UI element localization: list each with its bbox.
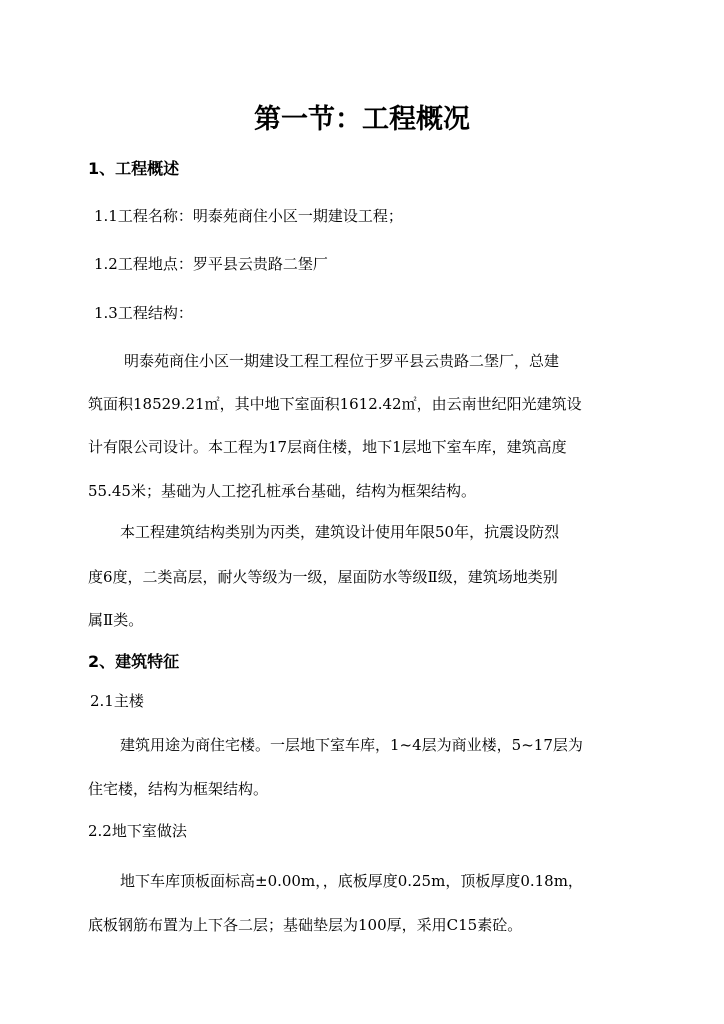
paragraph-line: 度6度，二类高层，耐火等级为一级，屋面防水等级Ⅱ级，建筑场地类别 (88, 568, 558, 586)
item-project-location: 1.2工程地点：罗平县云贵路二堡厂 (94, 255, 328, 273)
section-heading-features: 2、建筑特征 (88, 652, 180, 671)
paragraph-line: 明泰苑商住小区一期建设工程工程位于罗平县云贵路二堡厂，总建 (124, 352, 560, 370)
section-heading-overview: 1、工程概述 (88, 159, 180, 178)
paragraph-basement (88, 870, 638, 940)
paragraph-line: 建筑用途为商住宅楼。一层地下室车库，1~4层为商业楼，5~17层为 (120, 736, 583, 754)
item-project-structure: 1.3工程结构： (94, 304, 193, 322)
paragraph-line: 属Ⅱ类。 (88, 611, 144, 629)
paragraph-line: 55.45米；基础为人工挖孔桩承台基础，结构为框架结构。 (88, 482, 476, 500)
paragraph-line: 计有限公司设计。本工程为17层商住楼，地下1层地下室车库，建筑高度 (88, 438, 567, 456)
paragraph-classification (88, 521, 638, 631)
item-project-name: 1.1工程名称：明泰苑商住小区一期建设工程； (94, 207, 403, 225)
page-title: 第一节：工程概况 (254, 104, 470, 135)
paragraph-line: 住宅楼，结构为框架结构。 (88, 780, 269, 798)
subsection-heading-main-building: 2.1主楼 (90, 692, 144, 710)
paragraph-line: 地下车库顶板面标高±0.00m，，底板厚度0.25m，顶板厚度0.18m， (120, 872, 583, 890)
paragraph-line: 底板钢筋布置为上下各二层；基础垫层为100厚，采用C15素砼。 (88, 916, 523, 934)
paragraph-line: 筑面积18529.21㎡，其中地下室面积1612.42㎡，由云南世纪阳光建筑设 (88, 395, 582, 413)
paragraph-main-building (88, 734, 638, 804)
paragraph-line: 本工程建筑结构类别为丙类，建筑设计使用年限50年，抗震设防烈 (120, 523, 560, 541)
paragraph-structure-description (88, 350, 638, 510)
subsection-heading-basement: 2.2地下室做法 (88, 822, 187, 840)
